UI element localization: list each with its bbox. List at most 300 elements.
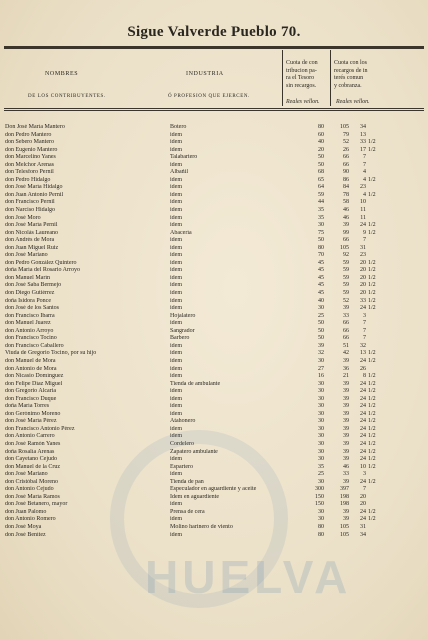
- quota-total-reales-cell: 39: [343, 433, 349, 440]
- quota-base-cell: 80: [318, 244, 324, 251]
- contributor-name: Don José María Mantero: [5, 124, 65, 130]
- industry-cell: idem: [170, 290, 182, 297]
- quota-total-reales-cell: 51: [343, 342, 349, 349]
- quota-fraction-cell: 1/2: [368, 508, 376, 515]
- header-divider: [330, 50, 331, 106]
- header-names: NOMBRES: [45, 71, 79, 77]
- table-row: [0, 441, 428, 449]
- quota-total-maravedis-cell: 10: [360, 463, 366, 470]
- quota-total-maravedis-cell: 24: [360, 410, 366, 417]
- table-row: [0, 154, 428, 162]
- header-quota-base-line: sin recargos.: [286, 82, 317, 89]
- quota-total-reales-cell: 39: [343, 440, 349, 447]
- quota-total-maravedis-cell: 24: [360, 418, 366, 425]
- quota-total-reales-cell: 105: [340, 124, 349, 130]
- quota-base-cell: 30: [318, 410, 324, 417]
- quota-fraction-cell: 1/2: [368, 425, 376, 432]
- industry-cell: idem: [170, 274, 182, 281]
- contributor-name: doña Isidora Ponce: [5, 297, 51, 304]
- quota-total-reales-cell: 86: [343, 176, 349, 183]
- contributor-name: don Antonio de Mora: [5, 365, 57, 372]
- header-industry-sub: Ó PROFESION QUE EJERCEN.: [168, 94, 250, 99]
- quota-total-reales-cell: 39: [343, 448, 349, 455]
- quota-total-maravedis-cell: 20: [360, 501, 366, 508]
- quota-fraction-cell: 1/2: [368, 139, 376, 146]
- quota-fraction-cell: 1/2: [368, 388, 376, 395]
- quota-base-cell: 30: [318, 448, 324, 455]
- quota-total-reales-cell: 105: [340, 531, 349, 538]
- quota-total-maravedis-cell: 24: [360, 448, 366, 455]
- quota-base-cell: 30: [318, 380, 324, 387]
- header-industry: INDUSTRIA: [186, 71, 224, 77]
- quota-total-maravedis-cell: 7: [363, 486, 366, 493]
- contributor-name: don Francisco Duque: [5, 395, 57, 402]
- header-top-rule-thin: [4, 48, 424, 49]
- quota-base-cell: 30: [318, 456, 324, 463]
- quota-fraction-cell: 1/2: [368, 448, 376, 455]
- quota-fraction-cell: 1/2: [368, 305, 376, 312]
- table-row: [0, 381, 428, 389]
- quota-base-cell: 50: [318, 161, 324, 168]
- industry-cell: Abacería: [170, 229, 192, 236]
- quota-total-maravedis-cell: 17: [360, 146, 366, 153]
- quota-total-maravedis-cell: 33: [360, 297, 366, 304]
- quota-fraction-cell: 1/2: [368, 350, 376, 357]
- industry-cell: idem: [170, 191, 182, 198]
- industry-cell: idem: [170, 388, 182, 395]
- quota-total-maravedis-cell: 7: [363, 327, 366, 334]
- quota-base-cell: 39: [318, 342, 324, 349]
- quota-total-reales-cell: 39: [343, 456, 349, 463]
- contributor-name: don Nicasio Domínguez: [5, 373, 64, 380]
- industry-cell: idem: [170, 373, 182, 380]
- industry-cell: idem: [170, 297, 182, 304]
- industry-cell: Tienda de pan: [170, 478, 204, 485]
- contributor-name: don Telesforo Pernil: [5, 169, 54, 176]
- contributor-name: don Eugenio Mantero: [5, 146, 58, 153]
- table-row: [0, 433, 428, 441]
- industry-cell: idem: [170, 161, 182, 168]
- quota-fraction-cell: 1/2: [368, 410, 376, 417]
- quota-total-maravedis-cell: 7: [363, 237, 366, 244]
- industry-cell: Sangrador: [170, 327, 195, 334]
- quota-total-maravedis-cell: 33: [360, 139, 366, 146]
- quota-fraction-cell: 1/2: [368, 516, 376, 523]
- quota-base-cell: 30: [318, 478, 324, 485]
- industry-cell: idem: [170, 222, 182, 229]
- quota-base-cell: 25: [318, 312, 324, 319]
- table-row: [0, 456, 428, 464]
- industry-cell: Zapatero ambulante: [170, 448, 218, 455]
- quota-total-reales-cell: 66: [343, 327, 349, 334]
- industry-cell: idem: [170, 267, 182, 274]
- quota-base-cell: 45: [318, 290, 324, 297]
- table-row: [0, 411, 428, 419]
- quota-base-cell: 50: [318, 327, 324, 334]
- quota-total-maravedis-cell: 13: [360, 131, 366, 138]
- industry-cell: idem: [170, 139, 182, 146]
- quota-total-reales-cell: 39: [343, 388, 349, 395]
- quota-total-reales-cell: 79: [343, 131, 349, 138]
- quota-total-reales-cell: 39: [343, 410, 349, 417]
- quota-total-reales-cell: 84: [343, 184, 349, 191]
- contributor-name: don José de los Santos: [5, 305, 59, 312]
- quota-base-cell: 60: [318, 131, 324, 138]
- industry-cell: Atahonero: [170, 418, 196, 425]
- contributor-name: don Sebero Mantero: [5, 139, 54, 146]
- header-bottom-rule-thin: [4, 110, 424, 111]
- quota-base-cell: 80: [318, 124, 324, 130]
- quota-base-cell: 50: [318, 320, 324, 327]
- quota-base-cell: 150: [315, 493, 324, 500]
- quota-base-cell: 44: [318, 199, 324, 206]
- quota-base-cell: 59: [318, 191, 324, 198]
- quota-total-maravedis-cell: 24: [360, 508, 366, 515]
- quota-base-cell: 30: [318, 425, 324, 432]
- industry-cell: Talabartero: [170, 154, 198, 161]
- table-row: [0, 471, 428, 479]
- table-row: [0, 494, 428, 502]
- contributor-name: don Francisco Ibarra: [5, 312, 55, 319]
- table-row: [0, 177, 428, 185]
- quota-fraction-cell: 1/2: [368, 176, 376, 183]
- quota-total-reales-cell: 33: [343, 312, 349, 319]
- quota-total-reales-cell: 66: [343, 154, 349, 161]
- quota-total-maravedis-cell: 20: [360, 290, 366, 297]
- quota-total-maravedis-cell: 24: [360, 478, 366, 485]
- quota-total-maravedis-cell: 20: [360, 493, 366, 500]
- quota-fraction-cell: 1/2: [368, 357, 376, 364]
- quota-total-reales-cell: 39: [343, 403, 349, 410]
- quota-base-cell: 64: [318, 184, 324, 191]
- quota-total-maravedis-cell: 23: [360, 252, 366, 259]
- quota-total-reales-cell: 39: [343, 222, 349, 229]
- quota-base-cell: 45: [318, 282, 324, 289]
- quota-fraction-cell: 1/2: [368, 433, 376, 440]
- quota-total-reales-cell: 26: [343, 146, 349, 153]
- quota-total-reales-cell: 59: [343, 259, 349, 266]
- quota-base-cell: 45: [318, 267, 324, 274]
- contributor-name: don Manuel Juarez: [5, 320, 51, 327]
- quota-total-maravedis-cell: 24: [360, 357, 366, 364]
- quota-total-reales-cell: 59: [343, 290, 349, 297]
- industry-cell: idem: [170, 471, 182, 478]
- quota-base-cell: 40: [318, 139, 324, 146]
- industry-cell: Albañil: [170, 169, 188, 176]
- contributor-name: don José María Pérez: [5, 418, 57, 425]
- header-quota-base: [286, 60, 330, 90]
- industry-cell: idem: [170, 410, 182, 417]
- table-row: [0, 343, 428, 351]
- table-row: [0, 396, 428, 404]
- quota-total-reales-cell: 66: [343, 161, 349, 168]
- quota-base-cell: 30: [318, 508, 324, 515]
- header-quota-total-line: y cobranza.: [334, 82, 362, 89]
- table-row: [0, 207, 428, 215]
- table-row: [0, 328, 428, 336]
- quota-total-maravedis-cell: 24: [360, 425, 366, 432]
- quota-total-reales-cell: 66: [343, 335, 349, 342]
- table-row: [0, 403, 428, 411]
- quota-base-cell: 30: [318, 440, 324, 447]
- quota-total-maravedis-cell: 11: [360, 207, 366, 214]
- quota-total-reales-cell: 99: [343, 229, 349, 236]
- quota-base-cell: 32: [318, 350, 324, 357]
- quota-total-reales-cell: 198: [340, 501, 349, 508]
- quota-fraction-cell: 1/2: [368, 463, 376, 470]
- quota-total-maravedis-cell: 3: [363, 471, 366, 478]
- header-quota-base-unit: Reales vellon.: [286, 99, 320, 105]
- contributor-name: don Pedro González Quintero: [5, 259, 77, 266]
- industry-cell: idem: [170, 403, 182, 410]
- quota-base-cell: 300: [315, 486, 324, 493]
- quota-total-reales-cell: 52: [343, 139, 349, 146]
- quota-base-cell: 45: [318, 259, 324, 266]
- quota-base-cell: 150: [315, 501, 324, 508]
- quota-fraction-cell: 1/2: [368, 403, 376, 410]
- contributor-name: don José Moro: [5, 214, 41, 221]
- contributor-name: don José Betanero, mayor: [5, 501, 68, 508]
- table-row: [0, 486, 428, 494]
- industry-cell: idem: [170, 516, 182, 523]
- contributor-name: doña Rosalía Arenas: [5, 448, 55, 455]
- industry-cell: Idem en aguardiente: [170, 493, 219, 500]
- industry-cell: Prensa de cera: [170, 508, 205, 515]
- quota-base-cell: 35: [318, 207, 324, 214]
- quota-base-cell: 45: [318, 274, 324, 281]
- table-row: [0, 524, 428, 532]
- quota-total-maravedis-cell: 7: [363, 320, 366, 327]
- quota-total-reales-cell: 66: [343, 320, 349, 327]
- contributor-name: don Manuel Marín: [5, 274, 50, 281]
- quota-total-reales-cell: 59: [343, 267, 349, 274]
- table-row: [0, 222, 428, 230]
- industry-cell: idem: [170, 531, 182, 538]
- quota-total-maravedis-cell: 24: [360, 305, 366, 312]
- contributor-name: don Antonio Cejudo: [5, 486, 54, 493]
- quota-fraction-cell: 1/2: [368, 440, 376, 447]
- industry-cell: Botero: [170, 124, 187, 130]
- quota-total-reales-cell: 78: [343, 191, 349, 198]
- industry-cell: idem: [170, 357, 182, 364]
- quota-total-maravedis-cell: 9: [363, 229, 366, 236]
- quota-total-reales-cell: 42: [343, 350, 349, 357]
- table-row: [0, 366, 428, 374]
- industry-cell: idem: [170, 395, 182, 402]
- contributor-name: don José Ramón Yanes: [5, 440, 61, 447]
- quota-total-maravedis-cell: 24: [360, 516, 366, 523]
- quota-fraction-cell: 1/2: [368, 373, 376, 380]
- contributor-name: don José Saba Bermejo: [5, 282, 62, 289]
- quota-total-maravedis-cell: 7: [363, 154, 366, 161]
- table-row: [0, 252, 428, 260]
- quota-fraction-cell: 1/2: [368, 418, 376, 425]
- contributor-name: don José Moya: [5, 523, 42, 530]
- header-bottom-rule: [4, 108, 424, 109]
- header-quota-total-line: Cuota con los: [334, 60, 367, 66]
- quota-base-cell: 35: [318, 463, 324, 470]
- contributor-name: don Narciso Hidalgo: [5, 207, 55, 214]
- quota-base-cell: 30: [318, 357, 324, 364]
- table-row: [0, 132, 428, 140]
- industry-cell: Tienda de ambulante: [170, 380, 221, 387]
- quota-total-maravedis-cell: 8: [363, 373, 366, 380]
- contributor-name: don José Mariano: [5, 471, 48, 478]
- quota-total-reales-cell: 66: [343, 237, 349, 244]
- quota-base-cell: 25: [318, 471, 324, 478]
- table-row: [0, 509, 428, 517]
- contributor-name: don José María Pernil: [5, 222, 58, 229]
- contributor-name: don Antonio Arroyo: [5, 327, 54, 334]
- header-quota-base-line: ra el Tesoro: [286, 75, 315, 81]
- industry-cell: idem: [170, 501, 182, 508]
- quota-base-cell: 75: [318, 229, 324, 236]
- quota-total-maravedis-cell: 24: [360, 456, 366, 463]
- contributor-name: don Antonio Romero: [5, 516, 56, 523]
- quota-base-cell: 80: [318, 531, 324, 538]
- quota-total-maravedis-cell: 20: [360, 267, 366, 274]
- quota-base-cell: 27: [318, 365, 324, 372]
- quota-fraction-cell: 1/2: [368, 259, 376, 266]
- quota-base-cell: 80: [318, 523, 324, 530]
- contributor-name: don Pedro Mantero: [5, 131, 52, 138]
- quota-total-reales-cell: 59: [343, 274, 349, 281]
- contributor-name: don Manuel de la Cruz: [5, 463, 60, 470]
- quota-base-cell: 35: [318, 214, 324, 221]
- table-row: [0, 516, 428, 524]
- table-row: [0, 313, 428, 321]
- quota-total-maravedis-cell: 20: [360, 259, 366, 266]
- industry-cell: idem: [170, 207, 182, 214]
- table-row: [0, 373, 428, 381]
- industry-cell: idem: [170, 244, 182, 251]
- table-row: [0, 290, 428, 298]
- quota-total-maravedis-cell: 4: [363, 176, 366, 183]
- quota-base-cell: 30: [318, 418, 324, 425]
- quota-total-maravedis-cell: 4: [363, 191, 366, 198]
- quota-base-cell: 70: [318, 252, 324, 259]
- contributor-name: don Marcelino Yanes: [5, 154, 56, 161]
- table-row: [0, 260, 428, 268]
- quota-total-reales-cell: 39: [343, 357, 349, 364]
- quota-total-maravedis-cell: 20: [360, 274, 366, 281]
- quota-base-cell: 30: [318, 388, 324, 395]
- contributor-name: don Pedro Hidalgo: [5, 176, 51, 183]
- contributor-name: don Francisco Caballero: [5, 342, 64, 349]
- quota-total-maravedis-cell: 26: [360, 365, 366, 372]
- table-row: [0, 298, 428, 306]
- quota-total-reales-cell: 36: [343, 365, 349, 372]
- table-row: [0, 184, 428, 192]
- quota-base-cell: 65: [318, 176, 324, 183]
- quota-total-reales-cell: 92: [343, 252, 349, 259]
- table-row: [0, 388, 428, 396]
- quota-base-cell: 50: [318, 237, 324, 244]
- contributor-name: don Diego Gutiérrez: [5, 290, 55, 297]
- industry-cell: idem: [170, 252, 182, 259]
- header-quota-total: [334, 60, 382, 90]
- quota-total-maravedis-cell: 13: [360, 350, 366, 357]
- industry-cell: idem: [170, 199, 182, 206]
- quota-base-cell: 50: [318, 154, 324, 161]
- industry-cell: idem: [170, 365, 182, 372]
- quota-total-reales-cell: 46: [343, 214, 349, 221]
- table-row: [0, 350, 428, 358]
- table-row: [0, 320, 428, 328]
- quota-total-reales-cell: 39: [343, 508, 349, 515]
- quota-total-maravedis-cell: 32: [360, 342, 366, 349]
- quota-total-reales-cell: 46: [343, 463, 349, 470]
- table-row: [0, 124, 428, 132]
- quota-total-maravedis-cell: 3: [363, 312, 366, 319]
- industry-cell: idem: [170, 456, 182, 463]
- quota-fraction-cell: 1/2: [368, 229, 376, 236]
- table-row: [0, 162, 428, 170]
- quota-fraction-cell: 1/2: [368, 267, 376, 274]
- table-row: [0, 237, 428, 245]
- header-quota-total-line: terés comun: [334, 75, 364, 81]
- contributor-name: don Juan Antonio Pernil: [5, 191, 64, 198]
- quota-total-reales-cell: 198: [340, 493, 349, 500]
- quota-total-reales-cell: 39: [343, 380, 349, 387]
- industry-cell: idem: [170, 237, 182, 244]
- table-row: [0, 532, 428, 540]
- contributor-name: don José María Hidalgo: [5, 184, 63, 191]
- industry-cell: idem: [170, 214, 182, 221]
- industry-cell: idem: [170, 259, 182, 266]
- page-title: Sigue Valverde Pueblo 70.: [127, 24, 301, 40]
- quota-total-reales-cell: 46: [343, 207, 349, 214]
- contributor-name: don Cayetano Cejudo: [5, 456, 57, 463]
- header-quota-total-line: recargos de in: [334, 67, 368, 74]
- contributor-name: don Gregorio Alcaria: [5, 388, 56, 395]
- quota-fraction-cell: 1/2: [368, 290, 376, 297]
- table-row: [0, 479, 428, 487]
- quota-fraction-cell: 1/2: [368, 222, 376, 229]
- header-names-sub: DE LOS CONTRIBUYENTES.: [28, 94, 106, 99]
- quota-base-cell: 68: [318, 169, 324, 176]
- quota-fraction-cell: 1/2: [368, 456, 376, 463]
- table-row: [0, 305, 428, 313]
- quota-total-reales-cell: 52: [343, 297, 349, 304]
- industry-cell: Barbero: [170, 335, 190, 342]
- table-row: [0, 464, 428, 472]
- quota-total-reales-cell: 58: [343, 199, 349, 206]
- industry-cell: idem: [170, 342, 182, 349]
- table-row: [0, 426, 428, 434]
- quota-total-reales-cell: 59: [343, 282, 349, 289]
- contributor-name: don Francisco Tocino: [5, 335, 57, 342]
- library-watermark: HUELVA: [110, 430, 370, 630]
- industry-cell: idem: [170, 305, 182, 312]
- quota-total-maravedis-cell: 31: [360, 244, 366, 251]
- quota-fraction-cell: 1/2: [368, 380, 376, 387]
- table-row: [0, 275, 428, 283]
- table-row: [0, 267, 428, 275]
- table-row: [0, 215, 428, 223]
- table-row: [0, 282, 428, 290]
- quota-fraction-cell: 1/2: [368, 191, 376, 198]
- quota-fraction-cell: 1/2: [368, 146, 376, 153]
- industry-cell: idem: [170, 176, 182, 183]
- table-row: [0, 230, 428, 238]
- quota-total-reales-cell: 397: [340, 486, 349, 493]
- header-divider: [282, 50, 283, 106]
- contributor-name: don José Mariano: [5, 252, 48, 259]
- industry-cell: idem: [170, 320, 182, 327]
- quota-total-maravedis-cell: 24: [360, 222, 366, 229]
- industry-cell: Hojalatero: [170, 312, 196, 319]
